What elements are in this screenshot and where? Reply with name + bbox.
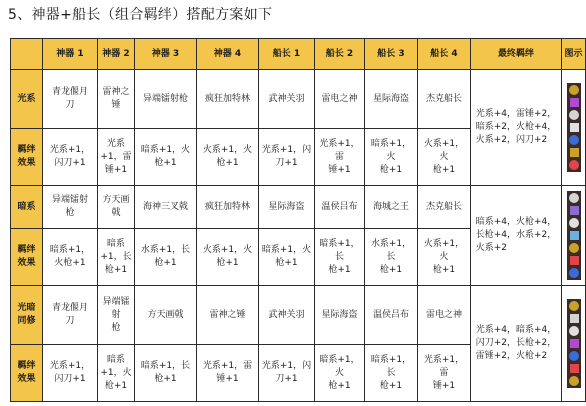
- illustration-light: [562, 70, 586, 186]
- bond-effect-dark-8: 火系+1，火 枪+1: [418, 229, 471, 286]
- captain-icon: [570, 206, 579, 215]
- final-bond-dark: [471, 186, 562, 286]
- group-row-light: [11, 70, 586, 129]
- artifact-icon: [569, 110, 579, 120]
- captain-cell-dark-3: 海城之王: [365, 186, 418, 229]
- captain-cell-dual-3: 温侯吕布: [365, 286, 418, 345]
- artifact-icon: [569, 301, 579, 311]
- header-artifact-1: 神器 1: [43, 39, 98, 70]
- illustration-dark: [562, 186, 586, 286]
- bond-effect-light-1: 光系+1， 闪刀+1: [43, 129, 98, 186]
- document-title: 5、神器+船长（组合羁绊）搭配方案如下: [8, 7, 273, 23]
- captain-icon: [570, 148, 579, 157]
- captain-icon: [570, 231, 579, 240]
- bond-effect-dual-1: 光系+1， 闪刀+1: [43, 345, 98, 402]
- captain-cell-dark-1: 星际海盗: [259, 186, 315, 229]
- bond-effect-dual-5: 光系+1，闪 刀+1: [259, 345, 315, 402]
- bond-effect-light-6: 光系+1，雷 锤+1: [315, 129, 365, 186]
- artifact-cell-dual-4: 雷神之锤: [197, 286, 259, 345]
- artifact-cell-dark-1: 异端镭射 枪: [43, 186, 98, 229]
- header-row: [11, 39, 586, 70]
- artifact-cell-light-4: 疯狂加特林: [197, 70, 259, 129]
- icon-strip: [567, 83, 581, 172]
- final-bond-text: 光系+4，暗系+4， 闪刀+2，长枪+2， 雷锤+2，火枪+2: [475, 325, 557, 361]
- artifact-icon: [569, 243, 579, 253]
- captain-icon: [570, 123, 579, 132]
- captain-cell-dual-2: 星际海盗: [315, 286, 365, 345]
- final-bond-text: 暗系+4，火枪+4， 长枪+4，水系+2， 火系+2: [475, 217, 557, 253]
- artifact-cell-light-1: 青龙偃月 刀: [43, 70, 98, 129]
- group-row-dark: [11, 186, 586, 229]
- bond-effect-light-4: 火系+1，火 枪+1: [197, 129, 259, 186]
- captain-icon: [570, 339, 579, 348]
- artifact-icon: [569, 160, 579, 170]
- bond-effect-dual-4: 光系+1，雷 锤+1: [197, 345, 259, 402]
- header-artifact-4: 神器 4: [197, 39, 259, 70]
- group-label-light: 光系: [11, 70, 43, 129]
- illustration-dual: [562, 286, 586, 402]
- artifact-cell-light-3: 异端镭射枪: [135, 70, 197, 129]
- icon-strip: [567, 299, 581, 388]
- artifact-icon: [569, 351, 579, 361]
- header-captain-2: 船长 2: [315, 39, 365, 70]
- artifact-cell-light-2: 雷神之 锤: [98, 70, 135, 129]
- bond-effect-light-7: 暗系+1，火 枪+1: [365, 129, 418, 186]
- captain-icon: [570, 364, 579, 373]
- bond-effect-dual-3: 暗系+1，长 枪+1: [135, 345, 197, 402]
- artifact-cell-dual-1: 青龙偃月 刀: [43, 286, 98, 345]
- bond-effect-dark-3: 水系+1，长 枪+1: [135, 229, 197, 286]
- group-row-dual: [11, 286, 586, 345]
- captain-icon: [570, 256, 579, 265]
- bond-label-light: 羁绊 效果: [11, 129, 43, 186]
- bond-effect-light-3: 暗系+1，火 枪+1: [135, 129, 197, 186]
- bond-effect-dual-2: 暗系 +1，火 枪+1: [98, 345, 135, 402]
- bond-effect-dark-1: 暗系+1， 火枪+1: [43, 229, 98, 286]
- bond-effect-dual-6: 暗系+1，火 枪+1: [315, 345, 365, 402]
- final-bond-text: 光系+4，雷锤+2， 暗系+2，火枪+4， 火系+2，闪刀+2: [475, 109, 557, 145]
- captain-cell-dark-4: 杰克船长: [418, 186, 471, 229]
- group-label-dual: 光暗 同修: [11, 286, 43, 345]
- artifact-cell-dark-2: 方天画 戟: [98, 186, 135, 229]
- header-artifact-3: 神器 3: [135, 39, 197, 70]
- bond-effect-dark-2: 暗系 +1，长 枪+1: [98, 229, 135, 286]
- icon-strip: [567, 191, 581, 280]
- pairing-table: [10, 38, 586, 402]
- captain-cell-light-4: 杰克船长: [418, 70, 471, 129]
- bond-effect-light-8: 火系+1，火 枪+1: [418, 129, 471, 186]
- artifact-cell-dark-4: 疯狂加特林: [197, 186, 259, 229]
- artifact-icon: [569, 376, 579, 386]
- corner-cell: [11, 39, 43, 70]
- header-final-bond: 最终羁绊: [471, 39, 562, 70]
- bond-effect-dark-7: 水系+1，长 枪+1: [365, 229, 418, 286]
- captain-cell-dark-2: 温侯吕布: [315, 186, 365, 229]
- artifact-icon: [569, 135, 579, 145]
- captain-icon: [570, 98, 579, 107]
- bond-label-dual: 羁绊 效果: [11, 345, 43, 402]
- bond-effect-light-5: 光系+1，闪 刀+1: [259, 129, 315, 186]
- bond-effect-light-2: 光系 +1，雷 锤+1: [98, 129, 135, 186]
- bond-effect-dark-4: 火系+1，火 枪+1: [197, 229, 259, 286]
- header-illustration: 图示: [562, 39, 586, 70]
- captain-cell-dual-1: 武神关羽: [259, 286, 315, 345]
- bond-label-dark: 羁绊 效果: [11, 229, 43, 286]
- artifact-icon: [569, 268, 579, 278]
- captain-cell-light-3: 星际海盗: [365, 70, 418, 129]
- captain-cell-dual-4: 雷电之神: [418, 286, 471, 345]
- final-bond-light: [471, 70, 562, 186]
- bond-effect-dark-6: 暗系+1，长 枪+1: [315, 229, 365, 286]
- artifact-cell-dual-3: 方天画戟: [135, 286, 197, 345]
- captain-cell-light-1: 武神关羽: [259, 70, 315, 129]
- bond-effect-dual-7: 暗系+1，长 枪+1: [365, 345, 418, 402]
- captain-cell-light-2: 雷电之神: [315, 70, 365, 129]
- artifact-icon: [569, 85, 579, 95]
- final-bond-dual: [471, 286, 562, 402]
- captain-icon: [570, 314, 579, 323]
- artifact-cell-dual-2: 异端镭射 枪: [98, 286, 135, 345]
- artifact-cell-dark-3: 海神三叉戟: [135, 186, 197, 229]
- header-captain-3: 船长 3: [365, 39, 418, 70]
- artifact-icon: [569, 218, 579, 228]
- artifact-icon: [569, 326, 579, 336]
- bond-effect-dark-5: 暗系+1，火 枪+1: [259, 229, 315, 286]
- header-artifact-2: 神器 2: [98, 39, 135, 70]
- header-captain-4: 船长 4: [418, 39, 471, 70]
- artifact-icon: [569, 193, 579, 203]
- bond-effect-dual-8: 光系+1，雷 锤+1: [418, 345, 471, 402]
- header-captain-1: 船长 1: [259, 39, 315, 70]
- group-label-dark: 暗系: [11, 186, 43, 229]
